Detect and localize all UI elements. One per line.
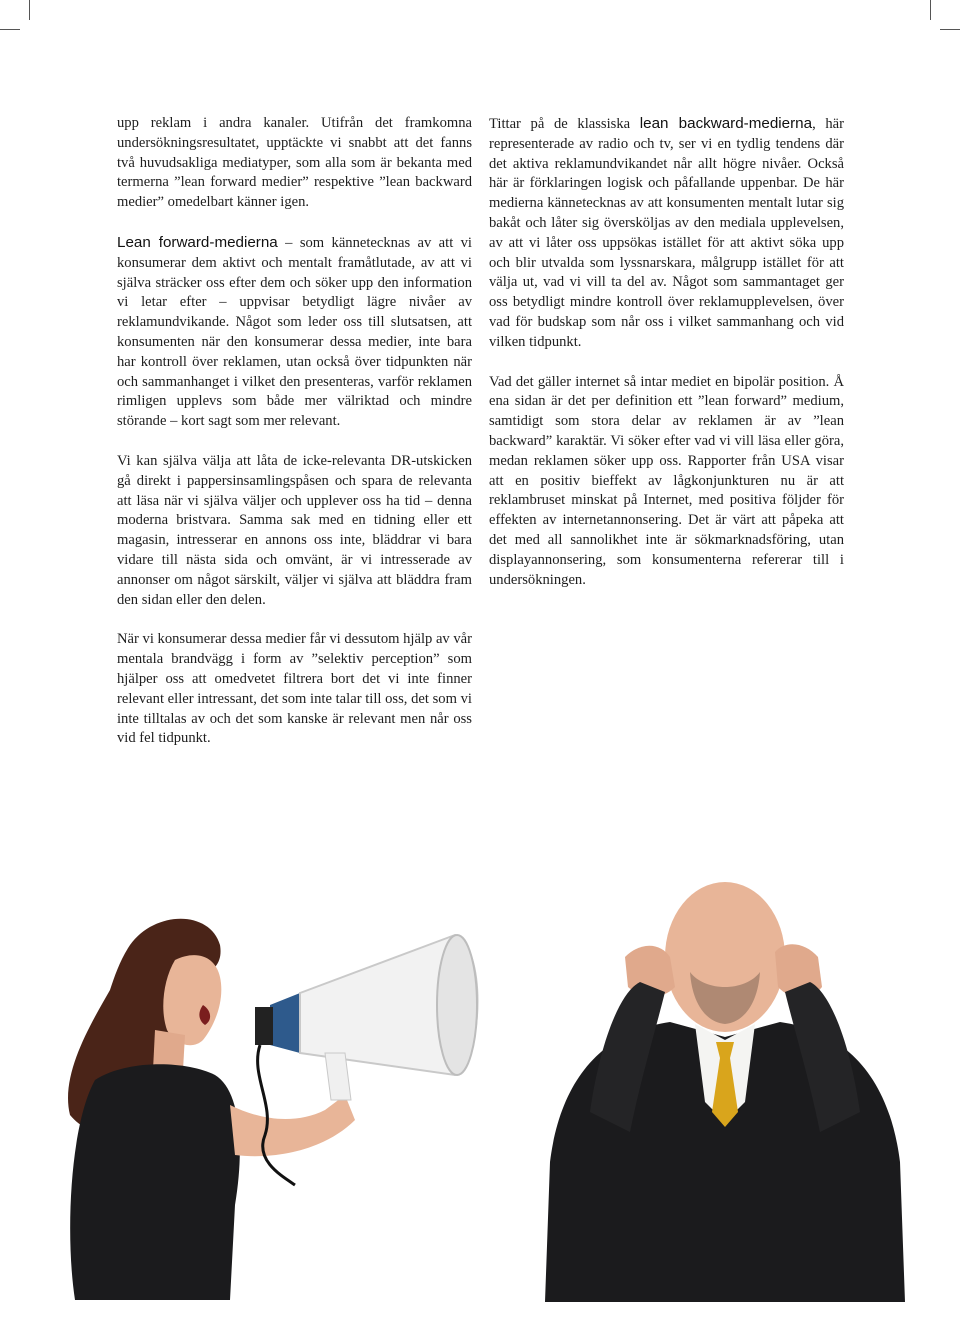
right-paragraph-1: [489, 114, 844, 353]
crop-mark-top-right: [940, 29, 960, 30]
left-paragraph-4: När vi konsumerar dessa medier får vi dessutom hjälp av vår mentala brandvägg i form av ”selektiv perception” som hjälper oss att omedvetet filtrera bort det vi inte finner relevant eller intressant, det som inte talar till oss, det som vi inte tilltalas av och det som kanske är relevant men når oss vid fel tidpunkt.: [117, 631, 473, 747]
right-paragraph-1-body: , här representerade av radio och tv, ser vi en tydlig tendens där det aktiva reklamundvikandet når allt högre nivåer. Också här är förklaringen logisk och påfallande uppenbar. De här medierna kännetecknas av att konsumenten mentalt lutar sig bakåt och låter sig översköljas av den mediala upplevelsen, av att vi låter oss uppsökas istället för att aktivt söka upp och blir utvalda som lyssnarskara, målgrupp istället för att välja ut, vad vi vill ta del av. Något som sammantaget ger oss betydligt mindre kontroll över reklamupplevelsen, över vad för budskap som når oss i vilket sammanhang och vid vilken tidpunkt.: [489, 116, 844, 350]
left-paragraph-2: [117, 233, 472, 432]
left-paragraph-1: upp reklam i andra kanaler. Utifrån det framkomna undersökningsresultatet, upptäckte vi snabbt att det fanns två huvudsakliga mediatyper, som alla som är bekanta med termerna ”lean forward medier” respektive ”lean backward medier” omedelbart känner igen.: [117, 115, 472, 211]
right-paragraph-2: Vad det gäller internet så intar mediet en bipolär position. Å ena sidan är det per definition ett ”lean forward” medium, samtidigt som stora delar av reklamen är av ”lean backward” karaktär. Vi söker efter vad vi vill läsa eller göra, medan reklamen söker upp oss. Rapporter från USA visar att en positiv bieffekt av lågkonjunkturen nu är att reklambruset minskat på Internet, med positiva följder för effekten av internetannonsering. Det är värt att påpeka att det med all sannolikhet inte är sökmarknadsföring, utan displayannonsering, som konsumenterna refererar till i undersökningen.: [489, 373, 844, 588]
crop-mark-top-left-v: [29, 0, 30, 20]
lean-backward-heading: lean backward-medierna: [639, 115, 813, 132]
right-paragraph-1-intro: Tittar på de klassiska: [489, 116, 640, 132]
crop-mark-top-left: [0, 29, 20, 30]
left-paragraph-2-body: – som kännetecknas av att vi konsumerar dem aktivt och mentalt framåtlutade, av att vi själva sträcker oss efter dem och söker upp den information vi letar efter – uppvisar betydligt lägre nivåer av reklamundvikande. Något som leder oss till slutsatsen, att konsumenten när den konsumerar dessa medier, inte bara har kontroll över reklamen, utan också över tidpunkten när och sammanhanget i vilket den presenteras, varför reklamen rimligen upplevs som både mer välriktad och mindre störande – kort sagt som mer relevant.: [117, 234, 472, 430]
woman-with-megaphone-photo: [55, 905, 495, 1305]
left-paragraph-3: Vi kan själva välja att låta de icke-relevanta DR-utskicken gå direkt i pappersinsamlingspåsen och spara de relevanta att läsa när vi själva väljer och upplever oss ha tid – denna moderna bristvara. Samma sak med en tidning eller ett magasin, intresserar en annons oss inte, bläddrar vi bara vidare till nästa sida och omvänt, är vi intresserade av annonser om något särskilt, väljer vi själva att bläddra fram den sidan eller den delen.: [117, 452, 472, 608]
right-text-column: [489, 114, 844, 610]
lean-forward-heading: Lean forward-medierna: [117, 233, 278, 251]
crop-mark-top-right-v: [930, 0, 931, 20]
man-covering-ears-photo: [530, 862, 920, 1302]
left-text-column: [117, 114, 472, 769]
